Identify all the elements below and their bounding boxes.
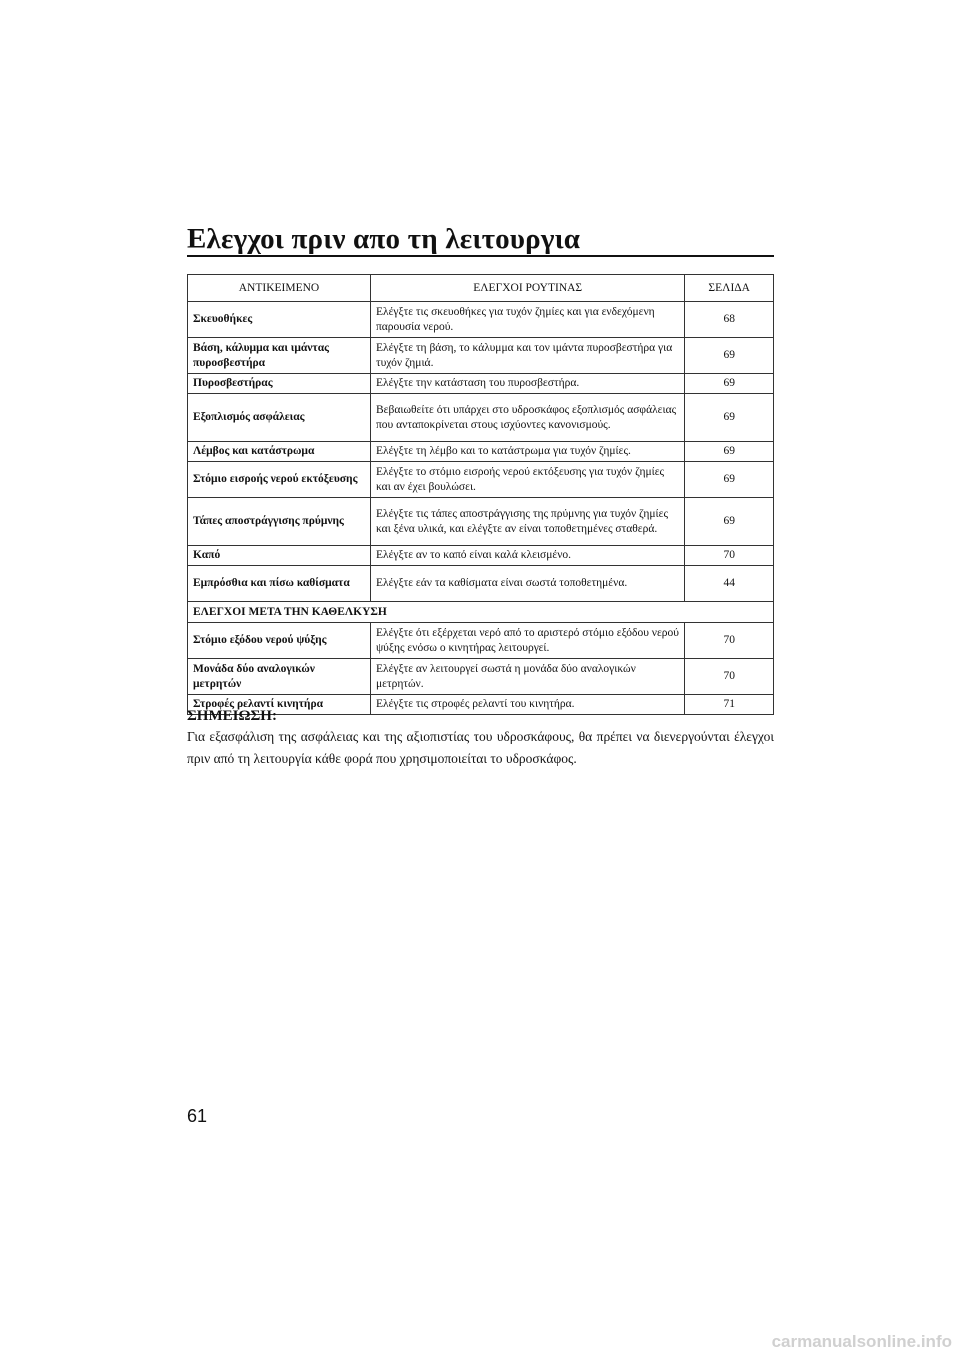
row-item: Μονάδα δύο αναλογικών μετρητών [188,659,371,695]
row-item: Πυροσβεστήρας [188,374,371,394]
row-page: 70 [685,623,774,659]
row-item: Σκευοθήκες [188,302,371,338]
table-header-row [188,275,774,302]
table-row [188,659,774,695]
row-check: Ελέγξτε ότι εξέρχεται νερό από το αριστερό στόμιο εξόδου νερού ψύξης ενόσω ο κινητήρας λειτουργεί. [370,623,684,659]
row-check: Ελέγξτε τις τάπες αποστράγγισης της πρύμνης για τυχόν ζημίες και ξένα υλικά, και ελέγξτε αν είναι τοποθετημένες σταθερά. [370,498,684,546]
row-item: Τάπες αποστράγγισης πρύμνης [188,498,371,546]
row-page: 69 [685,498,774,546]
table-row [188,566,774,602]
row-page: 71 [685,695,774,715]
row-page: 44 [685,566,774,602]
page-number: 61 [187,1106,208,1126]
row-page: 69 [685,394,774,442]
table-row [188,394,774,442]
row-item: Στόμιο εξόδου νερού ψύξης [188,623,371,659]
row-check: Ελέγξτε το στόμιο εισροής νερού εκτόξευσης για τυχόν ζημίες και αν έχει βουλώσει. [370,462,684,498]
row-check: Ελέγξτε τη λέμβο και το κατάστρωμα για τυχόν ζημίες. [370,442,684,462]
row-item: Στόμιο εισροής νερού εκτόξευσης [188,462,371,498]
table-row [188,546,774,566]
header-routine-checks: ΕΛΕΓΧΟΙ ΡΟΥΤΙΝΑΣ [370,275,684,302]
row-item: Λέμβος και κατάστρωμα [188,442,371,462]
row-check: Βεβαιωθείτε ότι υπάρχει στο υδροσκάφος εξοπλισμός ασφάλειας που ανταποκρίνεται στους ισχύοντες κανονισμούς. [370,394,684,442]
row-check: Ελέγξτε τις σκευοθήκες για τυχόν ζημίες και για ενδεχόμενη παρουσία νερού. [370,302,684,338]
row-page: 69 [685,462,774,498]
row-item: Εμπρόσθια και πίσω καθίσματα [188,566,371,602]
row-page: 69 [685,374,774,394]
section-row [188,602,774,623]
header-item: ΑΝΤΙΚΕΙΜΕΝΟ [188,275,371,302]
row-check: Ελέγξτε αν το καπό είναι καλά κλεισμένο. [370,546,684,566]
section-label: ΕΛΕΓΧΟΙ ΜΕΤΑ ΤΗΝ ΚΑΘΕΛΚΥΣΗ [188,602,774,623]
row-item: Βάση, κάλυμμα και ιμάντας πυροσβεστήρα [188,338,371,374]
row-check: Ελέγξτε τις στροφές ρελαντί του κινητήρα. [370,695,684,715]
table-row [188,374,774,394]
row-check: Ελέγξτε την κατάσταση του πυροσβεστήρα. [370,374,684,394]
row-item: Στροφές ρελαντί κινητήρα [188,695,371,715]
table-row [188,338,774,374]
table-row [188,462,774,498]
table-row [188,623,774,659]
row-page: 68 [685,302,774,338]
header-page: ΣΕΛΙΔΑ [685,275,774,302]
row-check: Ελέγξτε τη βάση, το κάλυμμα και τον ιμάντα πυροσβεστήρα για τυχόν ζημιά. [370,338,684,374]
watermark: carmanualsonline.info [771,1332,952,1351]
table-row [188,302,774,338]
row-page: 70 [685,546,774,566]
pre-operation-checks-table [187,274,774,715]
row-page: 69 [685,442,774,462]
row-check: Ελέγξτε αν λειτουργεί σωστά η μονάδα δύο αναλογικών μετρητών. [370,659,684,695]
table-row [188,498,774,546]
row-item: Καπό [188,546,371,566]
page-title: Ελεγχοι πριν απο τη λειτουργια [187,223,581,255]
row-page: 69 [685,338,774,374]
note-heading: ΣΗΜΕΙΩΣΗ: [187,708,277,724]
row-page: 70 [685,659,774,695]
note-text: Για εξασφάλιση της ασφάλειας και της αξιοπιστίας του υδροσκάφους, θα πρέπει να διενεργούνται έλεγχοι πριν από τη λειτουργία κάθε φορά που χρησιμοποιείται το υδροσκάφος. [187,729,774,766]
row-check: Ελέγξτε εάν τα καθίσματα είναι σωστά τοποθετημένα. [370,566,684,602]
title-rule [187,255,774,257]
row-item: Εξοπλισμός ασφάλειας [188,394,371,442]
table-row [188,442,774,462]
